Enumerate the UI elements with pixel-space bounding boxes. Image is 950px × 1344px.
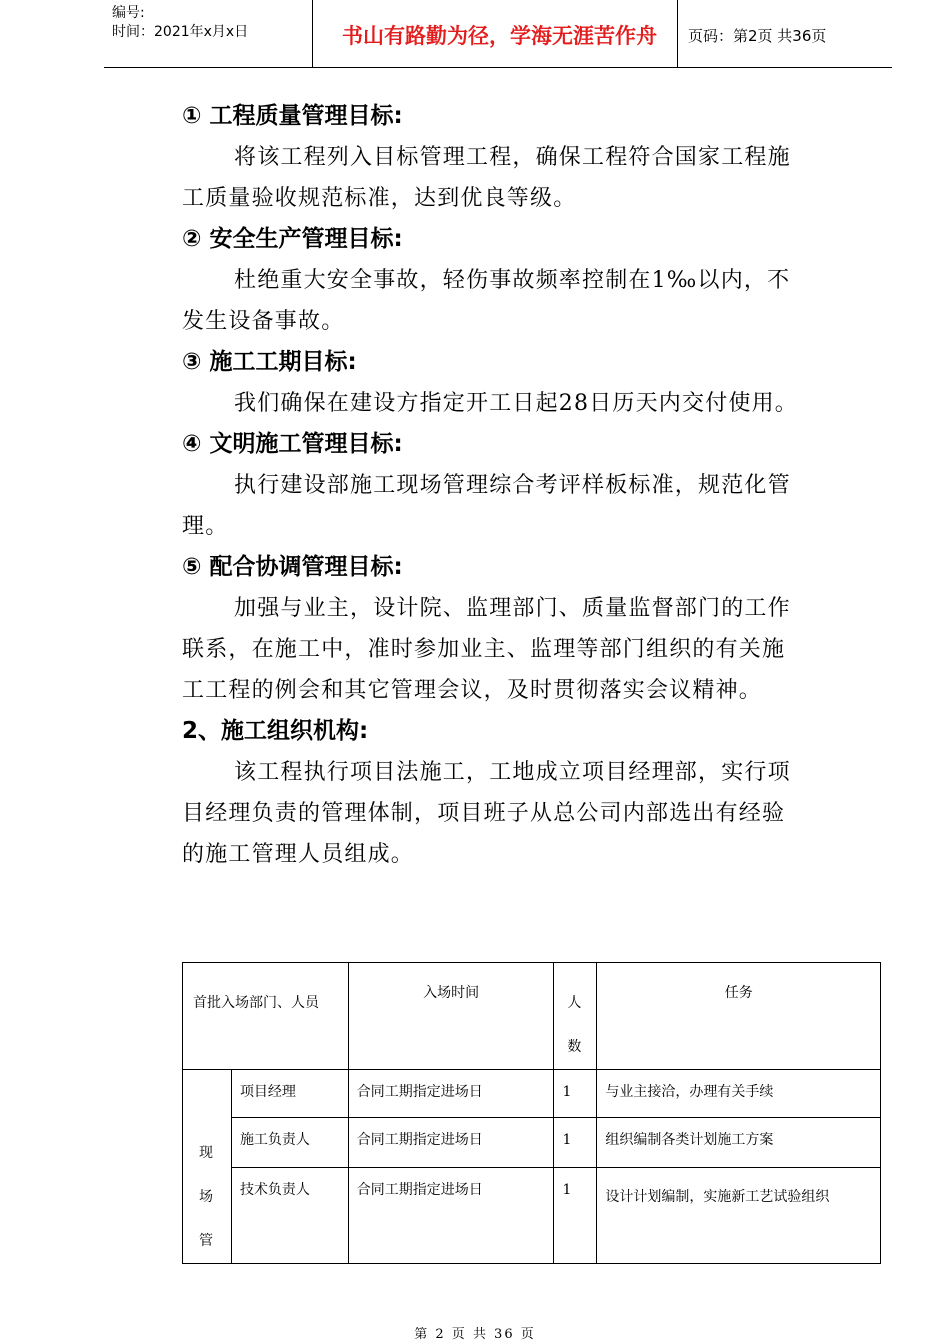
cell-time: 合同工期指定进场日 [348, 1118, 554, 1167]
section-title-safety: ② 安全生产管理目标: [182, 226, 403, 252]
page-footer: 第 2 页 共 36 页 [414, 1327, 536, 1342]
document-body [182, 96, 802, 875]
section-body-organization: 该工程执行项目法施工，工地成立项目经理部，实行项目经理负责的管理体制，项目班子从总公司内部选出有经验的施工管理人员组成。 [182, 760, 791, 867]
cell-time: 合同工期指定进场日 [348, 1167, 554, 1263]
header-motto: 书山有路勤为径，学海无涯苦作舟 [342, 24, 657, 48]
time-label: 时间：2021年x月x日 [112, 24, 249, 40]
table-row [183, 1070, 881, 1118]
staff-table [182, 962, 881, 1264]
section-body-coordination: 加强与业主，设计院、监理部门、质量监督部门的工作联系，在施工中，准时参加业主、监理等部门组织的有关施工工程的例会和其它管理会议，及时贯彻落实会议精神。 [182, 596, 791, 703]
table-header-row [183, 963, 881, 1070]
section-body-quality: 将该工程列入目标管理工程，确保工程符合国家工程施工质量验收规范标准，达到优良等级。 [182, 145, 791, 211]
header-time: 入场时间 [348, 963, 554, 1070]
page-header [104, 0, 892, 68]
cell-role: 施工负责人 [231, 1118, 348, 1167]
header-rule [104, 67, 892, 68]
header-dept: 首批入场部门、人员 [183, 963, 349, 1070]
table-row [183, 1167, 881, 1263]
cell-time: 合同工期指定进场日 [348, 1070, 554, 1118]
section-body-schedule: 我们确保在建设方指定开工日起28日历天内交付使用。 [234, 391, 798, 416]
header-task: 任务 [597, 963, 881, 1070]
header-divider [677, 0, 678, 67]
section-title-schedule: ③ 施工工期目标: [182, 349, 357, 375]
section-title-coordination: ⑤ 配合协调管理目标: [182, 554, 403, 580]
section-title-quality: ① 工程质量管理目标: [182, 103, 403, 129]
cell-task: 与业主接洽，办理有关手续 [597, 1070, 881, 1118]
cell-count: 1 [554, 1070, 597, 1118]
header-count: 人数 [554, 963, 597, 1070]
section-title-civilized: ④ 文明施工管理目标: [182, 431, 403, 457]
section-title-organization: 2、施工组织机构: [182, 718, 369, 744]
header-page-info: 页码：第2页 共36页 [688, 27, 827, 45]
section-body-safety: 杜绝重大安全事故，轻伤事故频率控制在1‰以内，不发生设备事故。 [182, 268, 791, 334]
group-cell: 现场管 [183, 1070, 232, 1264]
header-divider [312, 0, 313, 67]
cell-role: 项目经理 [231, 1070, 348, 1118]
serial-label: 编号: [112, 5, 145, 21]
cell-count: 1 [554, 1118, 597, 1167]
section-body-civilized: 执行建设部施工现场管理综合考评样板标准，规范化管理。 [182, 473, 791, 539]
cell-count: 1 [554, 1167, 597, 1263]
cell-role: 技术负责人 [231, 1167, 348, 1263]
header-meta [112, 4, 248, 42]
cell-task: 组织编制各类计划施工方案 [597, 1118, 881, 1167]
cell-task: 设计计划编制，实施新工艺试验组织 [597, 1167, 881, 1263]
table-row [183, 1118, 881, 1167]
